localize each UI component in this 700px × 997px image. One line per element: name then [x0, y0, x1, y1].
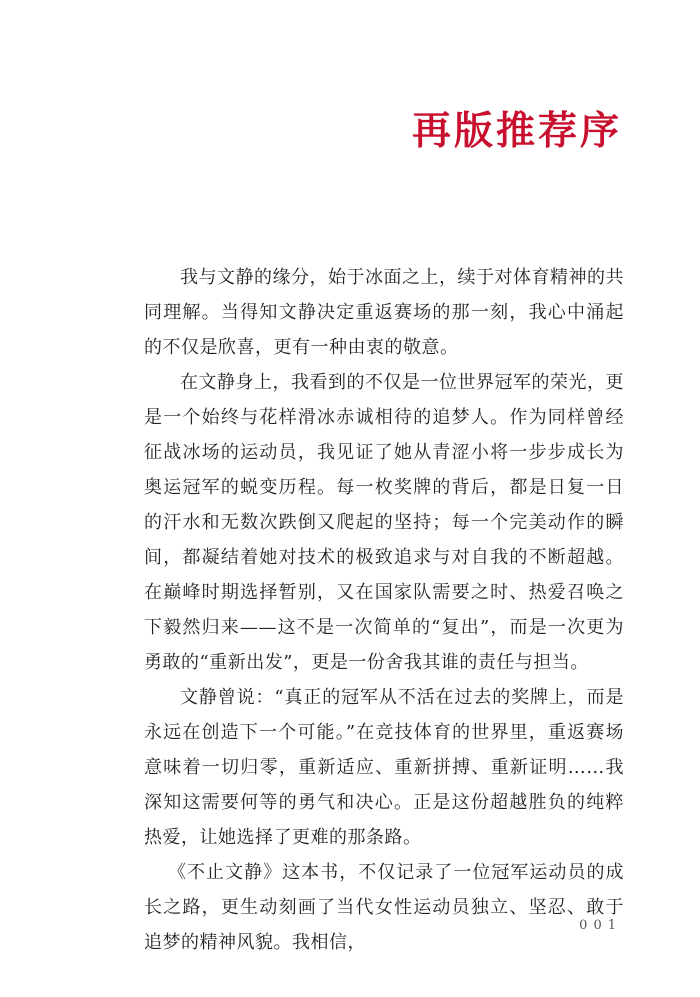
paragraph-3: 文静曾说：“真正的冠军从不活在过去的奖牌上，而是永远在创造下一个可能。”在竞技体育的世界里，重返赛场意味着一切归零，重新适应、重新拼搏、重新证明……我深知这需要何等的勇气和决心。正是这份超越胜负的纯粹热爱，让她选择了更难的那条路。 — [144, 687, 624, 848]
page-number: 001 — [579, 918, 622, 933]
paragraph-4: 《不止文静》这本书，不仅记录了一位冠军运动员的成长之路，更生动刻画了当代女性运动员独立、坚忍、敢于追梦的精神风貌。我相信， — [144, 862, 624, 953]
paragraph-2: 在文静身上，我看到的不仅是一位世界冠军的荣光，更是一个始终与花样滑冰赤诚相待的追梦人。作为同样曾经征战冰场的运动员，我见证了她从青涩小将一步步成长为奥运冠军的蜕变历程。每一枚奖牌的背后，都是日复一日的汗水和无数次跌倒又爬起的坚持；每一个完美动作的瞬间，都凝结着她对技术的极致追求与对自我的不断超越。在巅峰时期选择暂别，又在国家队需要之时、热爱召唤之下毅然归来——这不是一次简单的“复出”，而是一次更为勇敢的“重新出发”，更是一份舍我其谁的责任与担当。 — [144, 372, 624, 673]
body-text — [144, 260, 624, 960]
page-title: 再版推荐序 — [411, 108, 622, 154]
paragraph-1: 我与文静的缘分，始于冰面之上，续于对体育精神的共同理解。当得知文静决定重返赛场的那一刻，我心中涌起的不仅是欣喜，更有一种由衷的敬意。 — [144, 267, 624, 358]
